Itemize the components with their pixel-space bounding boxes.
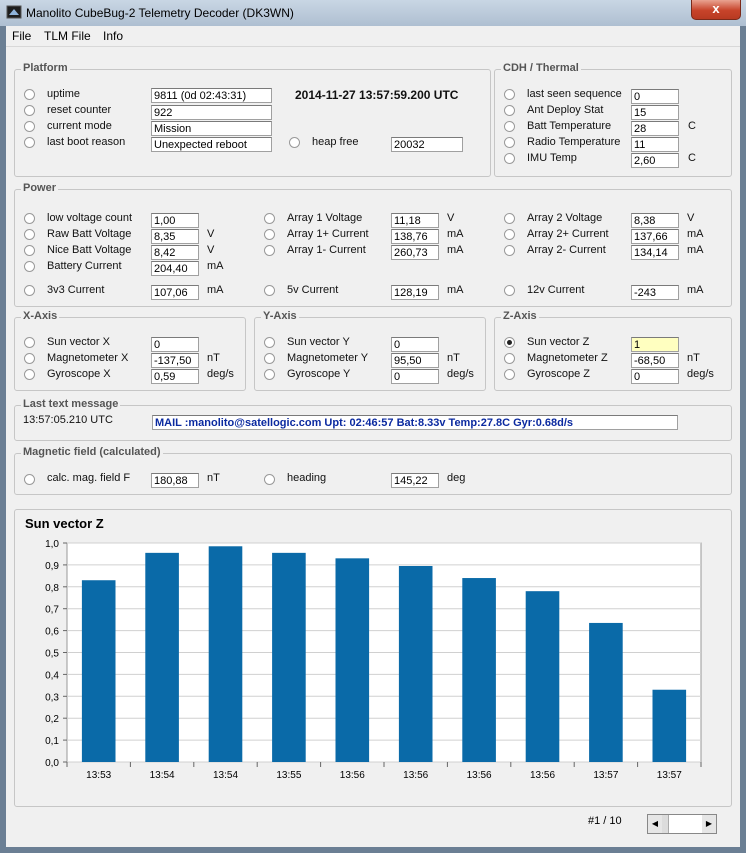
x-tick-label: 13:55 <box>276 770 302 781</box>
3v3-current-unit: mA <box>207 284 224 296</box>
magnetometer-x-unit: nT <box>207 352 220 364</box>
array-2-voltage-unit: V <box>687 212 695 224</box>
magnetometer-y-radio[interactable] <box>264 353 275 364</box>
current-mode-field[interactable]: Mission <box>151 121 272 136</box>
array-2-voltage-radio[interactable] <box>504 213 515 224</box>
array-2-current-label: Array 2+ Current <box>527 228 609 240</box>
bar <box>462 578 496 762</box>
bar <box>399 566 433 762</box>
gyroscope-y-field[interactable]: 0 <box>391 369 439 384</box>
heading-label: heading <box>287 472 327 484</box>
magnetometer-x-label: Magnetometer X <box>47 352 129 364</box>
array-1-current-unit: mA <box>447 228 464 240</box>
y-tick-label: 0,1 <box>45 736 59 748</box>
bar <box>82 580 116 762</box>
platform-title: Platform <box>23 62 68 74</box>
z-axis-title: Z-Axis <box>503 310 537 322</box>
low-voltage-count-radio[interactable] <box>24 213 35 224</box>
raw-batt-voltage-field[interactable]: 8,35 <box>151 229 199 244</box>
x-tick-label: 13:54 <box>149 770 175 781</box>
3v3-current-label: 3v3 Current <box>47 284 105 296</box>
batt-temperature-field[interactable]: 28 <box>631 121 679 136</box>
magnetometer-y-field[interactable]: 95,50 <box>391 353 439 368</box>
bar <box>209 546 243 762</box>
array-1-current-label: Array 1+ Current <box>287 228 369 240</box>
array-2-current-unit: mA <box>687 244 704 256</box>
x-tick-label: 13:53 <box>86 770 112 781</box>
3v3-current-field[interactable]: 107,06 <box>151 285 199 300</box>
array-2-current-field[interactable]: 137,66 <box>631 229 679 244</box>
gyroscope-z-field[interactable]: 0 <box>631 369 679 384</box>
magnetometer-x-radio[interactable] <box>24 353 35 364</box>
radio-temperature-label: Radio Temperature <box>527 136 621 148</box>
x-tick-label: 13:56 <box>529 770 556 781</box>
last-seen-sequence-radio[interactable] <box>504 89 515 100</box>
scroll-left-button[interactable]: ◀ <box>648 815 662 833</box>
chart-title: Sun vector Z <box>25 516 104 531</box>
last-message-title: Last text message <box>23 398 119 410</box>
chart-panel <box>14 509 732 807</box>
ant-deploy-stat-label: Ant Deploy Stat <box>527 104 604 116</box>
x-axis-group <box>14 310 246 391</box>
batt-temperature-radio[interactable] <box>504 121 515 132</box>
y-tick-label: 0,6 <box>45 626 59 638</box>
array-1-current-field[interactable]: 138,76 <box>391 229 439 244</box>
window-title: Manolito CubeBug-2 Telemetry Decoder (DK3WN) <box>26 6 294 20</box>
batt-temperature-unit: C <box>688 120 696 132</box>
array-1-voltage-radio[interactable] <box>264 213 275 224</box>
uptime-label: uptime <box>47 88 81 100</box>
array-1-voltage-unit: V <box>447 212 455 224</box>
sun-vector-z-radio[interactable] <box>504 337 515 348</box>
nice-batt-voltage-field[interactable]: 8,42 <box>151 245 199 260</box>
5v-current-label: 5v Current <box>287 284 339 296</box>
menu-info[interactable]: Info <box>103 29 124 43</box>
calc-mag-field-unit: nT <box>207 472 220 484</box>
gyroscope-y-label: Gyroscope Y <box>287 368 351 380</box>
battery-current-radio[interactable] <box>24 261 35 272</box>
12v-current-radio[interactable] <box>504 285 515 296</box>
reset-counter-label: reset counter <box>47 104 112 116</box>
title-bar[interactable] <box>0 0 746 26</box>
array-2-voltage-label: Array 2 Voltage <box>527 212 603 224</box>
radio-temperature-radio[interactable] <box>504 137 515 148</box>
last-boot-reason-label: last boot reason <box>47 136 126 148</box>
bar <box>589 623 623 762</box>
array-2-voltage-field[interactable]: 8,38 <box>631 213 679 228</box>
sun-vector-x-label: Sun vector X <box>47 336 110 348</box>
gyroscope-x-unit: deg/s <box>207 368 234 380</box>
raw-batt-voltage-radio[interactable] <box>24 229 35 240</box>
magnetometer-z-radio[interactable] <box>504 353 515 364</box>
x-tick-label: 13:57 <box>656 770 682 781</box>
array-2-current-radio[interactable] <box>504 229 515 240</box>
x-tick-label: 13:56 <box>339 770 365 781</box>
app-icon <box>6 5 22 19</box>
menu-file[interactable]: File <box>12 29 32 43</box>
close-button[interactable]: x <box>691 0 741 20</box>
5v-current-field[interactable]: 128,19 <box>391 285 439 300</box>
5v-current-radio[interactable] <box>264 285 275 296</box>
cdh-thermal-title: CDH / Thermal <box>503 62 579 74</box>
radio-temperature-field[interactable]: 11 <box>631 137 679 152</box>
x-tick-label: 13:56 <box>403 770 429 781</box>
power-title: Power <box>23 182 57 194</box>
low-voltage-count-field[interactable]: 1,00 <box>151 213 199 228</box>
cdh-thermal-group <box>494 62 732 177</box>
array-1-current-unit: mA <box>447 244 464 256</box>
imu-temp-field[interactable]: 2,60 <box>631 153 679 168</box>
magnetometer-z-label: Magnetometer Z <box>527 352 608 364</box>
imu-temp-unit: C <box>688 152 696 164</box>
scroll-right-button[interactable]: ▶ <box>702 815 716 833</box>
array-1-current-radio[interactable] <box>264 229 275 240</box>
calc-mag-field-radio[interactable] <box>24 474 35 485</box>
record-counter: #1 / 10 <box>588 815 622 827</box>
x-tick-label: 13:56 <box>466 770 492 781</box>
array-2-current-unit: mA <box>687 228 704 240</box>
gyroscope-y-unit: deg/s <box>447 368 474 380</box>
array-1-voltage-field[interactable]: 11,18 <box>391 213 439 228</box>
12v-current-unit: mA <box>687 284 704 296</box>
magnetic-field-group <box>14 446 732 495</box>
array-2-current-field[interactable]: 134,14 <box>631 245 679 260</box>
sun-vector-y-label: Sun vector Y <box>287 336 350 348</box>
bar <box>145 553 179 762</box>
array-1-current-label: Array 1- Current <box>287 244 366 256</box>
calc-mag-field-label: calc. mag. field F <box>47 472 131 484</box>
y-tick-label: 0,3 <box>45 692 59 704</box>
ant-deploy-stat-field[interactable]: 15 <box>631 105 679 120</box>
sun-vector-y-field[interactable]: 0 <box>391 337 439 352</box>
sun-vector-y-radio[interactable] <box>264 337 275 348</box>
y-tick-label: 0,0 <box>45 758 59 769</box>
last-seen-sequence-field[interactable]: 0 <box>631 89 679 104</box>
magnetometer-z-field[interactable]: -68,50 <box>631 353 679 368</box>
sun-vector-x-field[interactable]: 0 <box>151 337 199 352</box>
y-tick-label: 0,7 <box>45 604 59 616</box>
raw-batt-voltage-label: Raw Batt Voltage <box>47 228 132 240</box>
nice-batt-voltage-label: Nice Batt Voltage <box>47 244 132 256</box>
y-tick-label: 0,5 <box>45 648 59 660</box>
magnetometer-x-field[interactable]: -137,50 <box>151 353 199 368</box>
magnetometer-y-unit: nT <box>447 352 460 364</box>
imu-temp-radio[interactable] <box>504 153 515 164</box>
gyroscope-z-unit: deg/s <box>687 368 714 380</box>
power-group <box>14 182 732 307</box>
last-message-field[interactable]: MAIL :manolito@satellogic.com Upt: 02:46:57 Bat:8.33v Temp:27.8C Gyr:0.68d/s <box>152 415 678 430</box>
x-axis-title: X-Axis <box>23 310 58 322</box>
imu-temp-label: IMU Temp <box>527 152 577 164</box>
12v-current-field[interactable]: -243 <box>631 285 679 300</box>
last-seen-sequence-label: last seen sequence <box>527 88 622 100</box>
array-1-current-field[interactable]: 260,73 <box>391 245 439 260</box>
sun-vector-z-field[interactable]: 1 <box>631 337 679 352</box>
calc-mag-field-field[interactable]: 180,88 <box>151 473 199 488</box>
x-tick-label: 13:57 <box>593 770 619 781</box>
y-tick-label: 0,8 <box>45 582 59 594</box>
magnetic-field-title: Magnetic field (calculated) <box>23 446 161 458</box>
y-tick-label: 0,9 <box>45 560 59 572</box>
battery-current-label: Battery Current <box>47 260 122 272</box>
nice-batt-voltage-unit: V <box>207 244 215 256</box>
uptime-field[interactable]: 9811 (0d 02:43:31) <box>151 88 272 103</box>
5v-current-unit: mA <box>447 284 464 296</box>
scroll-thumb[interactable] <box>662 815 669 833</box>
heap-free-label: heap free <box>312 136 359 148</box>
array-1-voltage-label: Array 1 Voltage <box>287 212 363 224</box>
reset-counter-radio[interactable] <box>24 105 35 116</box>
12v-current-label: 12v Current <box>527 284 585 296</box>
last-message-group <box>14 398 732 441</box>
battery-current-field[interactable]: 204,40 <box>151 261 199 276</box>
gyroscope-x-label: Gyroscope X <box>47 368 111 380</box>
telemetry-timestamp: 2014-11-27 13:57:59.200 UTC <box>295 88 459 102</box>
record-scrollbar[interactable] <box>647 814 717 834</box>
nice-batt-voltage-radio[interactable] <box>24 245 35 256</box>
y-tick-label: 0,4 <box>45 670 59 682</box>
batt-temperature-label: Batt Temperature <box>527 120 612 132</box>
bar <box>272 553 306 762</box>
gyroscope-z-label: Gyroscope Z <box>527 368 590 380</box>
last-boot-reason-field[interactable]: Unexpected reboot <box>151 137 272 152</box>
y-axis-group <box>254 310 486 391</box>
raw-batt-voltage-unit: V <box>207 228 215 240</box>
heading-unit: deg <box>447 472 466 484</box>
heading-radio[interactable] <box>264 474 275 485</box>
z-axis-group <box>494 310 732 391</box>
uptime-radio[interactable] <box>24 89 35 100</box>
main-panel <box>6 47 740 847</box>
array-2-current-label: Array 2- Current <box>527 244 606 256</box>
sun-vector-z-label: Sun vector Z <box>527 336 590 348</box>
bar <box>652 690 686 762</box>
magnetometer-z-unit: nT <box>687 352 700 364</box>
heap-free-field[interactable]: 20032 <box>391 137 463 152</box>
low-voltage-count-label: low voltage count <box>47 212 132 224</box>
gyroscope-y-radio[interactable] <box>264 369 275 380</box>
y-tick-label: 1,0 <box>45 539 59 550</box>
sun-vector-z-chart <box>15 510 731 806</box>
x-tick-label: 13:54 <box>212 770 239 781</box>
heading-field[interactable]: 145,22 <box>391 473 439 488</box>
gyroscope-x-field[interactable]: 0,59 <box>151 369 199 384</box>
menu-bar <box>6 26 740 47</box>
current-mode-label: current mode <box>47 120 112 132</box>
last-message-time: 13:57:05.210 UTC <box>23 414 113 426</box>
gyroscope-x-radio[interactable] <box>24 369 35 380</box>
current-mode-radio[interactable] <box>24 121 35 132</box>
array-2-current-radio[interactable] <box>504 245 515 256</box>
magnetometer-y-label: Magnetometer Y <box>287 352 369 364</box>
3v3-current-radio[interactable] <box>24 285 35 296</box>
menu-tlm-file[interactable]: TLM File <box>44 29 91 43</box>
bar <box>526 591 560 762</box>
heap-free-radio[interactable] <box>289 137 300 148</box>
y-axis-title: Y-Axis <box>263 310 297 322</box>
y-tick-label: 0,2 <box>45 714 59 726</box>
battery-current-unit: mA <box>207 260 224 272</box>
gyroscope-z-radio[interactable] <box>504 369 515 380</box>
sun-vector-x-radio[interactable] <box>24 337 35 348</box>
array-1-current-radio[interactable] <box>264 245 275 256</box>
bar <box>335 558 369 762</box>
platform-group <box>14 62 491 177</box>
reset-counter-field[interactable]: 922 <box>151 105 272 120</box>
ant-deploy-stat-radio[interactable] <box>504 105 515 116</box>
last-boot-reason-radio[interactable] <box>24 137 35 148</box>
